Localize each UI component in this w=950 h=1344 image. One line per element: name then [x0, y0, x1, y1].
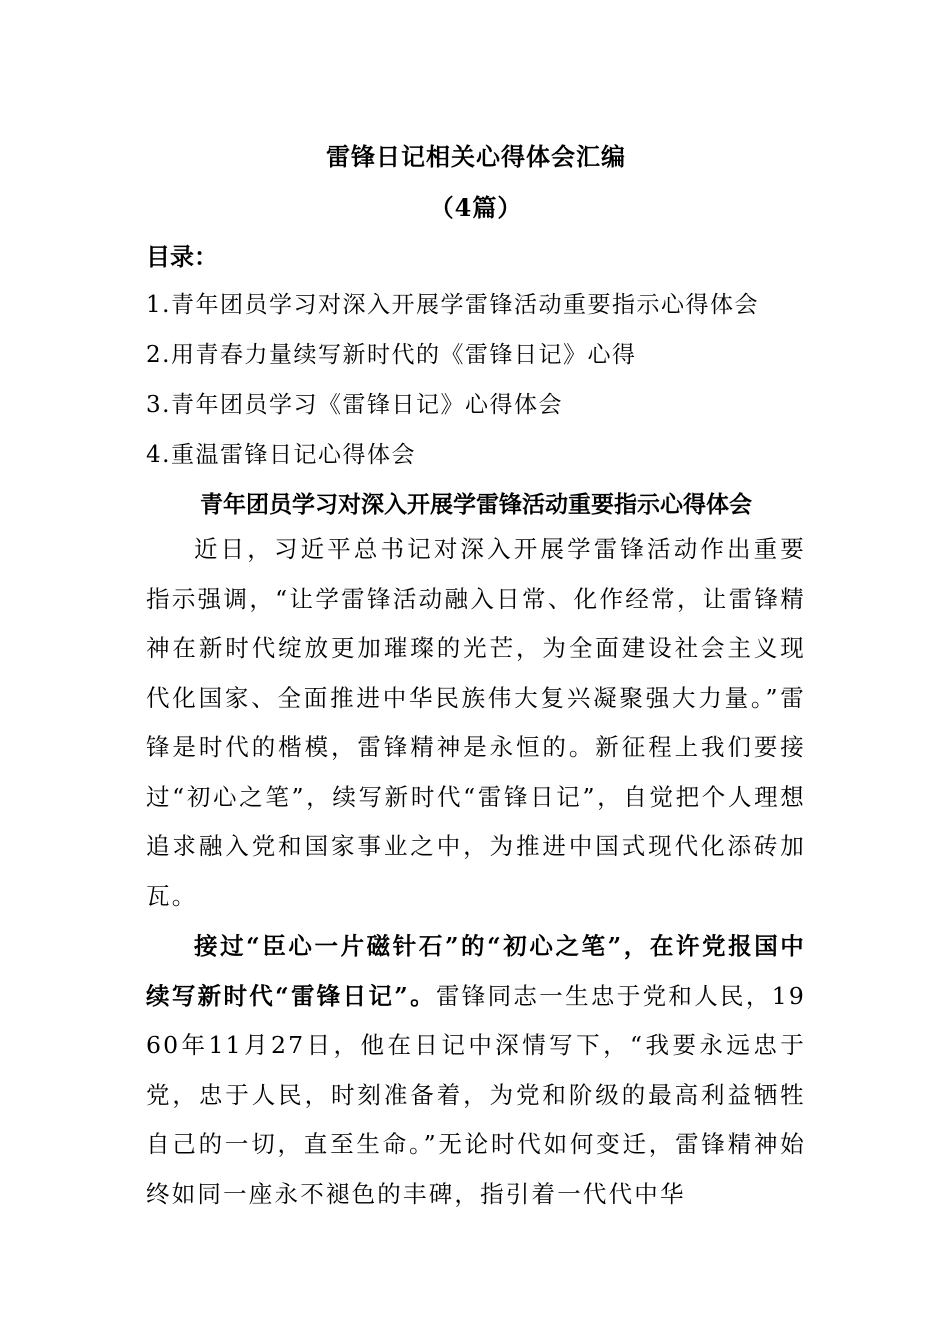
- toc-item: 1.青年团员学习对深入开展学雷锋活动重要指示心得体会: [146, 292, 759, 318]
- toc-item: 3.青年团员学习《雷锋日记》心得体会: [146, 392, 563, 418]
- body-paragraph: 近日，习近平总书记对深入开展学雷锋活动作出重要指示强调，“让学雷锋活动融入日常、化作经常，让雷锋精神在新时代绽放更加璀璨的光芒，为全面建设社会主义现代化国家、全面推进中华民族伟大复兴凝聚强大力量。”雷锋是时代的楷模，雷锋精神是永恒的。新征程上我们要接过“初心之笔”，续写新时代“雷锋日记”，自觉把个人理想追求融入党和国家事业之中，为推进中国式现代化添砖加瓦。: [146, 535, 806, 910]
- document-subtitle: （4篇）: [429, 193, 523, 222]
- paragraph-text: 雷锋同志一生忠于党和人民，1960年11月27日，他在日记中深情写下，“我要永远忠于党，忠于人民，时刻准备着，为党和阶级的最高利益牺牲自己的一切，直至生命。”无论时代如何变迁，雷锋精神始终如同一座永不褪色的丰碑，指引着一代代中华: [146, 981, 806, 1208]
- toc-item: 4.重温雷锋日记心得体会: [146, 442, 416, 468]
- document-title: 雷锋日记相关心得体会汇编: [326, 142, 626, 171]
- paragraph-lead-bold: 接过“臣心一片磁针石”的“初心之笔”，在许党报国中续写新时代“雷锋日记”。: [146, 932, 806, 1010]
- body-paragraph: [146, 922, 806, 1219]
- section-title: 青年团员学习对深入开展学雷锋活动重要指示心得体会: [200, 491, 752, 518]
- toc-item: 2.用青春力量续写新时代的《雷锋日记》心得: [146, 342, 637, 368]
- toc-label: 目录：: [146, 242, 218, 271]
